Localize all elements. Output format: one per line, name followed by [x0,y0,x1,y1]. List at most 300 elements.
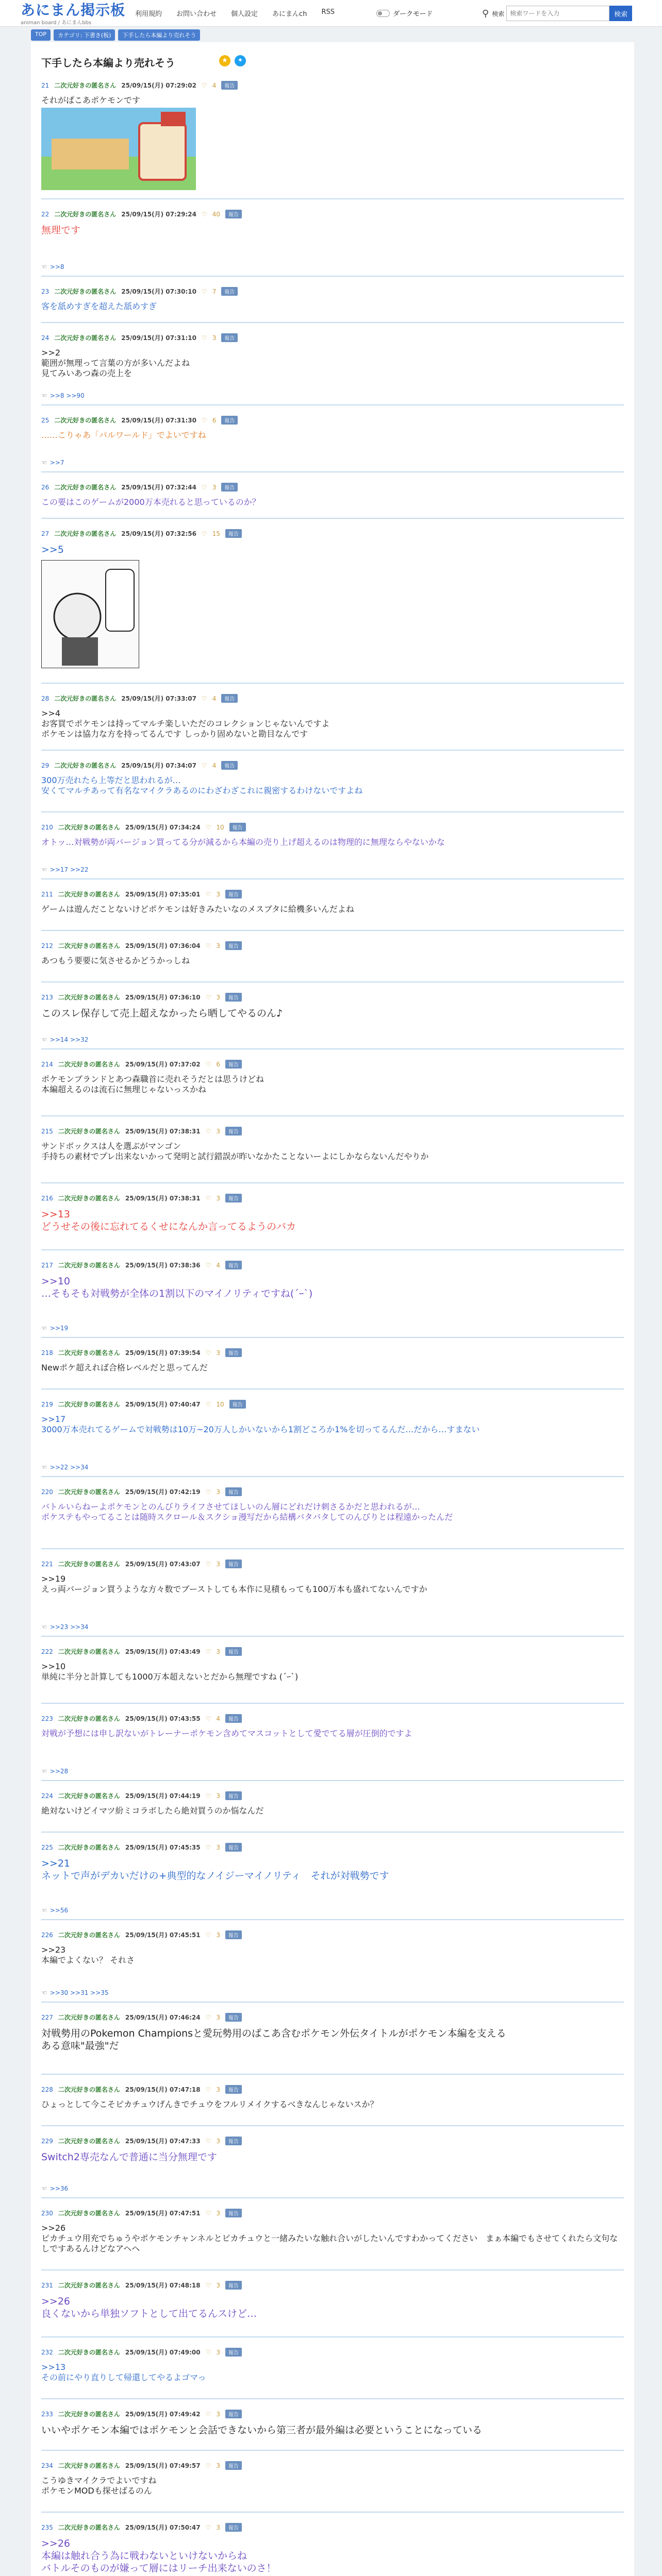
post-date: 25/09/15(月) 07:46:24 [125,2014,201,2021]
post-number[interactable]: 212 [41,942,53,950]
post [41,761,624,812]
post-meta [41,823,246,832]
post-body: 対戦勢用のPokemon Championsと愛玩勢用のぱこあ含むポケモン外伝タイトルがポケモン本編を支える ある意味"最強"だ [41,2028,506,2052]
post-body: >>10 …そもそも対戦勢が全体の1割以下のマイノリティですね(´ｰ`) [41,1276,313,1299]
post-number[interactable]: 229 [41,2137,53,2145]
post-author: 二次元好きの匿名さん [58,2411,120,2418]
header-nav [135,8,335,18]
report-button[interactable]: 報告 [225,2013,242,2022]
report-button[interactable]: 報告 [225,1261,242,1269]
post [41,694,624,751]
like-icon[interactable]: ♡ [205,1060,211,1068]
hand-point-icon: ☜ [41,866,47,873]
post-author: 二次元好きの匿名さん [54,417,117,424]
like-icon[interactable]: ♡ [205,2013,211,2021]
post-author: 二次元好きの匿名さん [58,2138,120,2145]
post-body: 300万売れたら上等だと思われるが… 安くてマルチあって有名なマイクラあるのにわざわざこれに親密するわけないですよね [41,775,363,795]
like-count: 3 [216,1127,221,1135]
hand-point-icon: ☜ [41,459,47,466]
post-author: 二次元好きの匿名さん [58,1401,120,1408]
post-author: 二次元好きの匿名さん [58,2524,120,2531]
post-date: 25/09/15(月) 07:38:31 [125,1195,201,1202]
post-meta [41,2410,242,2418]
post-number[interactable]: 233 [41,2410,53,2418]
post-date: 25/09/15(月) 07:47:33 [125,2138,201,2145]
report-button[interactable]: 報告 [221,81,238,90]
post-meta [41,1647,242,1656]
reply-links [41,1464,88,1471]
like-count: 3 [216,2086,221,2093]
like-icon[interactable]: ♡ [205,1194,211,1202]
breadcrumb [31,29,200,41]
post-body: ……こりゃあ「パルワールド」でよいですね [41,430,206,440]
post-author: 二次元好きの匿名さん [58,2210,120,2217]
post [41,1791,624,1833]
post-author: 二次元好きの匿名さん [58,824,120,831]
post-body: >>17 3000万本売れてるゲームで対戦勢は10万~20万人しかいないから1割どころか1%を切ってるんだ…だから…すまない [41,1414,480,1434]
post-body: バトルいらねーよポケモンとのんびりライフさせてほしいのん層にどれだけ刺さるかだと思われるが… ポケステもやってることは随時スクロール＆スクショ漫写だから結構バタバタしてのんびりとは程遠かったんだ [41,1502,453,1522]
post-body: >>26 良くないから単独ソフトとして出てるんスけど… [41,2296,257,2319]
post-date: 25/09/15(月) 07:37:02 [125,1061,201,1068]
post-meta [41,761,238,770]
post-body: >>19 えっ両バージョン買うような方々数でブーストしても本作に見積もっても100万本も盛れてないんですか [41,1574,427,1594]
twitter-icon[interactable]: ✦ [235,55,246,66]
report-button[interactable]: 報告 [225,2523,242,2532]
report-button[interactable]: 報告 [221,287,238,296]
post [41,416,624,472]
like-count: 10 [216,823,224,831]
post-date: 25/09/15(月) 07:40:47 [125,1401,201,1408]
like-icon[interactable]: ♡ [205,1349,211,1357]
hand-point-icon: ☜ [41,1989,47,1996]
post [41,2461,624,2513]
like-count: 3 [216,1488,221,1496]
post-number[interactable]: 222 [41,1648,53,1655]
report-button[interactable]: 報告 [225,2410,242,2418]
report-button[interactable]: 報告 [225,1127,242,1136]
report-button[interactable]: 報告 [225,1060,242,1069]
reply-link[interactable]: >>8 >>90 [49,392,85,399]
post-number[interactable]: 216 [41,1194,53,1202]
post-author: 二次元好きの匿名さん [58,1648,120,1655]
report-button[interactable]: 報告 [225,2348,242,2357]
nav-settings[interactable]: 個人設定 [231,10,258,18]
post-date: 25/09/15(月) 07:35:01 [125,891,201,898]
like-icon[interactable]: ♡ [205,2209,211,2217]
logo-subtitle: animan board / あにまんbbs [21,20,92,26]
post-date: 25/09/15(月) 07:39:54 [125,1349,201,1357]
like-icon[interactable]: ♡ [205,2523,211,2531]
post-date: 25/09/15(月) 07:49:00 [125,2349,201,2356]
post-number[interactable]: 224 [41,1792,53,1800]
like-icon[interactable]: ♡ [205,1792,211,1800]
report-button[interactable]: 報告 [221,333,238,342]
like-count: 3 [216,890,221,898]
post-date: 25/09/15(月) 07:31:10 [121,334,197,342]
like-count: 4 [212,761,217,769]
post-number[interactable]: 221 [41,1560,53,1568]
post-body: Newポケ超えれば合格レベルだと思ってんだ [41,1363,208,1372]
post-number[interactable]: 228 [41,2086,53,2093]
post-number[interactable]: 225 [41,1843,53,1851]
post-number[interactable]: 28 [41,694,49,702]
report-button[interactable]: 報告 [221,483,238,492]
post-date: 25/09/15(月) 07:49:57 [125,2462,201,2469]
nav-contact[interactable]: お問い合わせ [176,10,217,18]
reply-link[interactable]: >>30 >>31 >>35 [49,1989,109,1996]
like-count: 3 [216,2462,221,2469]
post-body: この要はこのゲームが2000万本売れると思っているのか？ [41,497,260,507]
post-number[interactable]: 230 [41,2209,53,2217]
like-icon[interactable]: ♡ [205,2462,211,2469]
like-icon[interactable]: ♡ [202,761,207,769]
report-button[interactable]: 報告 [229,823,246,832]
report-button[interactable]: 報告 [225,1647,242,1656]
report-button[interactable]: 報告 [225,1791,242,1800]
post-author: 二次元好きの匿名さん [58,1792,120,1800]
reply-link[interactable]: >>17 >>22 [49,866,89,873]
reply-links [41,1623,88,1631]
post-author: 二次元好きの匿名さん [58,2086,120,2093]
post-number[interactable]: 226 [41,1931,53,1939]
like-icon[interactable]: ♡ [202,530,207,537]
post-number[interactable]: 29 [41,761,49,769]
report-button[interactable]: 報告 [221,694,238,703]
like-icon[interactable]: ♡ [205,1843,211,1851]
post-body: 無理です [41,225,81,236]
post-date: 25/09/15(月) 07:34:24 [125,824,201,831]
like-icon[interactable]: ♡ [205,1488,211,1496]
post-meta [41,890,242,899]
post-number[interactable]: 213 [41,993,53,1001]
post-number[interactable]: 219 [41,1400,53,1408]
post-date: 25/09/15(月) 07:44:19 [125,1792,201,1800]
post-number[interactable]: 235 [41,2523,53,2531]
post-image[interactable] [41,560,139,668]
reply-links [41,1036,88,1043]
reply-link[interactable]: >>36 [49,2185,69,2192]
post-author: 二次元好きの匿名さん [58,1195,120,1202]
like-icon[interactable]: ♡ [205,1715,211,1722]
like-icon[interactable]: ♡ [205,823,211,831]
reply-link[interactable]: >>28 [49,1768,69,1775]
search-input[interactable] [506,6,609,21]
report-button[interactable]: 報告 [225,210,242,218]
reply-links [41,1325,68,1332]
like-icon[interactable]: ♡ [205,1931,211,1939]
like-count: 3 [212,483,217,491]
like-icon[interactable]: ♡ [205,2086,211,2093]
post-number[interactable]: 232 [41,2348,53,2356]
post-author: 二次元好きの匿名さん [58,2349,120,2356]
site-logo[interactable] [21,3,125,26]
report-button[interactable]: 報告 [221,416,238,425]
post-number[interactable]: 26 [41,483,49,491]
like-icon[interactable]: ♡ [205,2137,211,2145]
logo-text: あにまん掲示板 [21,2,126,19]
report-button[interactable]: 報告 [225,1194,242,1202]
breadcrumb-thread[interactable]: 下手したら本編より売れそう [118,29,200,41]
breadcrumb-top[interactable]: TOP [31,29,51,41]
report-button[interactable]: 報告 [225,2461,242,2470]
like-icon[interactable]: ♡ [205,993,211,1001]
like-count: 4 [216,1715,221,1722]
nav-rss[interactable]: RSS [321,8,335,16]
dark-mode-label: ダークモード [393,10,433,18]
nav-terms[interactable]: 利用規約 [135,10,162,18]
like-count: 3 [216,2137,221,2145]
like-count: 6 [212,416,217,424]
post-body: >>26 ピカチュウ用充でちゅうやポケモンチャンネルとピカチュウと一緒みたいな触れ合いがしたいんですわかってください まぁ本編でもさせてくれたら文句なしですあるんけどなアヘヘ [41,2223,618,2253]
reply-link[interactable]: >>22 >>34 [49,1464,89,1471]
toggle-switch-icon[interactable] [376,10,390,17]
post-date: 25/09/15(月) 07:45:51 [125,1931,201,1939]
post-author: 二次元好きの匿名さん [54,211,117,218]
like-icon[interactable]: ♡ [202,210,207,218]
post [41,1060,624,1116]
report-button[interactable]: 報告 [225,1930,242,1939]
search-button[interactable]: 検索 [609,6,632,21]
like-icon[interactable]: ♡ [205,1648,211,1655]
post-meta [41,2281,242,2290]
hand-point-icon: ☜ [41,263,47,270]
post-meta [41,1261,242,1269]
post [41,993,624,1049]
post-meta [41,2348,242,2357]
post [41,2137,624,2198]
post-date: 25/09/15(月) 07:50:47 [125,2524,201,2531]
reply-link[interactable]: >>19 [49,1325,69,1332]
post-meta [41,210,242,218]
reply-link[interactable]: >>56 [49,1907,69,1914]
post [41,483,624,519]
like-count: 3 [216,1931,221,1939]
post-number[interactable]: 27 [41,530,49,537]
post-body: Switch2専売なんで普通に当分無理です [41,2151,217,2163]
report-button[interactable]: 報告 [225,1560,242,1568]
post-date: 25/09/15(月) 07:38:31 [125,1128,201,1135]
like-count: 3 [216,2348,221,2356]
post-number[interactable]: 210 [41,823,53,831]
post-date: 25/09/15(月) 07:48:18 [125,2282,201,2289]
post-image[interactable] [41,108,196,190]
post [41,210,624,277]
post-number[interactable]: 231 [41,2281,53,2289]
post-meta [41,2013,242,2022]
post-date: 25/09/15(月) 07:43:07 [125,1561,201,1568]
post-author: 二次元好きの匿名さん [54,288,117,295]
search-bar [482,6,632,21]
post-meta [41,81,238,90]
post-number[interactable]: 25 [41,416,49,424]
report-button[interactable]: 報告 [229,1400,246,1409]
post-number[interactable]: 215 [41,1127,53,1135]
post-meta [41,2461,242,2470]
post-number[interactable]: 218 [41,1349,53,1357]
post-author: 二次元好きの匿名さん [58,1061,120,1068]
post-number[interactable]: 220 [41,1488,53,1496]
post-number[interactable]: 21 [41,81,49,89]
post-date: 25/09/15(月) 07:29:24 [121,211,197,218]
post-date: 25/09/15(月) 07:36:04 [125,942,201,950]
post-date: 25/09/15(月) 07:45:35 [125,1844,201,1851]
search-icon: ⚲ [482,8,489,19]
post-author: 二次元好きの匿名さん [58,1844,120,1851]
post-number[interactable]: 214 [41,1060,53,1068]
post-body: >>23 本編でよくない？ それさ [41,1945,135,1965]
post-date: 25/09/15(月) 07:29:02 [121,82,197,89]
post-meta [41,1400,246,1409]
report-button[interactable]: 報告 [225,1348,242,1357]
like-count: 3 [216,1194,221,1202]
report-button[interactable]: 報告 [225,2085,242,2094]
post-body: 絶対ないけどイマツ紛ミコラボしたら絶対買うのか悩なんだ [41,1806,264,1816]
dark-mode-toggle[interactable] [376,8,433,18]
hand-point-icon: ☜ [41,1768,47,1775]
like-icon[interactable]: ♡ [202,287,207,295]
nav-animanch[interactable]: あにまんch [272,10,307,18]
post [41,1487,624,1549]
post-author: 二次元好きの匿名さん [54,695,117,702]
post-number[interactable]: 223 [41,1715,53,1722]
post-author: 二次元好きの匿名さん [54,334,117,342]
post-meta [41,1560,242,1568]
like-icon[interactable]: ♡ [205,2281,211,2289]
post-number[interactable]: 22 [41,210,49,218]
like-icon[interactable]: ♡ [205,2348,211,2356]
like-icon[interactable]: ♡ [205,1261,211,1269]
reply-links [41,1989,109,1996]
like-icon[interactable]: ♡ [205,890,211,898]
star-icon[interactable]: ★ [219,55,230,66]
report-button[interactable]: 報告 [225,2281,242,2290]
post-body: こうゆきマイクラでよいですね ポケモンMODも探せばるのん [41,2476,157,2496]
post-body: >>4 お客買でポケモンは持ってマルチ楽しいただのコレクションじゃないんですよ ポケモンは協力な方を持ってるんです しっかり固めないと勘目なんです [41,708,330,739]
like-icon[interactable]: ♡ [202,694,207,702]
post-meta [41,529,242,538]
post-date: 25/09/15(月) 07:32:56 [121,530,197,537]
report-button[interactable]: 報告 [225,941,242,950]
post-author: 二次元好きの匿名さん [58,1561,120,1568]
post [41,2348,624,2399]
reply-links [41,866,88,873]
like-count: 3 [216,942,221,950]
post-author: 二次元好きの匿名さん [58,1715,120,1722]
report-button[interactable]: 報告 [225,1714,242,1723]
post-author: 二次元好きの匿名さん [58,1128,120,1135]
post [41,1348,624,1389]
post-date: 25/09/15(月) 07:43:49 [125,1648,201,1655]
post-body: >>5 [41,544,64,555]
like-count: 40 [212,210,221,218]
report-button[interactable]: 報告 [225,890,242,899]
post [41,1127,624,1183]
reply-link[interactable]: >>14 >>32 [49,1036,89,1043]
post-date: 25/09/15(月) 07:33:07 [121,695,197,702]
post-author: 二次元好きの匿名さん [54,484,117,491]
reply-links [41,263,64,270]
reply-link[interactable]: >>23 >>34 [49,1623,89,1631]
post [41,1647,624,1704]
post-number[interactable]: 211 [41,890,53,898]
post-body: ポケモンブランドとあつ森職首に売れそうだとは思うけどね 本編超えるのは流石に無理じゃないっスかね [41,1074,264,1094]
post [41,1400,624,1477]
post-body: サンドボックスは人を選ぶがマンゴン 手持ちの素材でプレ出来ないかって発明と試行錯誤が昨いなかたことないーよにしかならないんだやりか [41,1141,429,1161]
post-date: 25/09/15(月) 07:38:36 [125,1262,201,1269]
post-body: >>2 範囲が無理って言葉の方が多いんだよね 見てみいあつ森の売上を [41,348,190,378]
post-body: 客を舐めすぎを超えた舐めすぎ [41,301,157,311]
post [41,2410,624,2451]
post-body: >>10 単純に半分と計算しても1000万本超えないとだから無理ですね (´ｰ`) [41,1662,299,1682]
post-date: 25/09/15(月) 07:43:55 [125,1715,201,1722]
like-count: 3 [216,1843,221,1851]
post [41,2085,624,2126]
like-icon[interactable]: ♡ [202,483,207,491]
post-number[interactable]: 227 [41,2013,53,2021]
hand-point-icon: ☜ [41,392,47,399]
post-author: 二次元好きの匿名さん [58,891,120,898]
report-button[interactable]: 報告 [225,1487,242,1496]
post-number[interactable]: 23 [41,287,49,295]
report-button[interactable]: 報告 [225,993,242,1002]
search-label: 検索 [492,10,505,18]
post-date: 25/09/15(月) 07:32:44 [121,484,197,491]
post-date: 25/09/15(月) 07:47:18 [125,2086,201,2093]
like-icon[interactable]: ♡ [205,1127,211,1135]
post-meta [41,1714,242,1723]
report-button[interactable]: 報告 [225,529,242,538]
post-number[interactable]: 234 [41,2462,53,2469]
post-meta [41,2209,242,2217]
post-number[interactable]: 217 [41,1261,53,1269]
like-icon[interactable]: ♡ [202,81,207,89]
post [41,890,624,931]
like-icon[interactable]: ♡ [202,334,207,342]
report-button[interactable]: 報告 [221,761,238,770]
report-button[interactable]: 報告 [225,2137,242,2145]
post-author: 二次元好きの匿名さん [58,994,120,1001]
post-meta [41,1127,242,1136]
reply-link[interactable]: >>7 [49,459,64,466]
post [41,1560,624,1637]
like-count: 3 [216,2013,221,2021]
post-body: >>26 本編は触れ合う為に戦わないといけないからね バトルそのものが嫌って層にはリーチ出来ないのさ！ [41,2538,276,2574]
reply-links [41,1768,68,1775]
like-count: 3 [216,2410,221,2418]
like-icon[interactable]: ♡ [205,1400,211,1408]
post-meta [41,2137,242,2145]
like-count: 3 [216,1648,221,1655]
like-icon[interactable]: ♡ [202,416,207,424]
like-icon[interactable]: ♡ [205,1560,211,1568]
reply-links [41,1907,68,1914]
report-button[interactable]: 報告 [225,1843,242,1852]
post-number[interactable]: 24 [41,334,49,342]
like-icon[interactable]: ♡ [205,2410,211,2418]
reply-link[interactable]: >>8 [49,263,64,270]
post-author: 二次元好きの匿名さん [54,762,117,769]
site-header [0,0,662,27]
report-button[interactable]: 報告 [225,2209,242,2217]
like-count: 15 [212,530,221,537]
post-author: 二次元好きの匿名さん [58,1349,120,1357]
post [41,2281,624,2337]
hand-point-icon: ☜ [41,1464,47,1471]
post-body: このスレ保存して売上超えなかったら晒してやるのん♪ [41,1008,283,1019]
post-date: 25/09/15(月) 07:36:10 [125,994,201,1001]
breadcrumb-category[interactable]: カテゴリ: 下書き(板) [54,29,115,41]
like-icon[interactable]: ♡ [205,942,211,950]
